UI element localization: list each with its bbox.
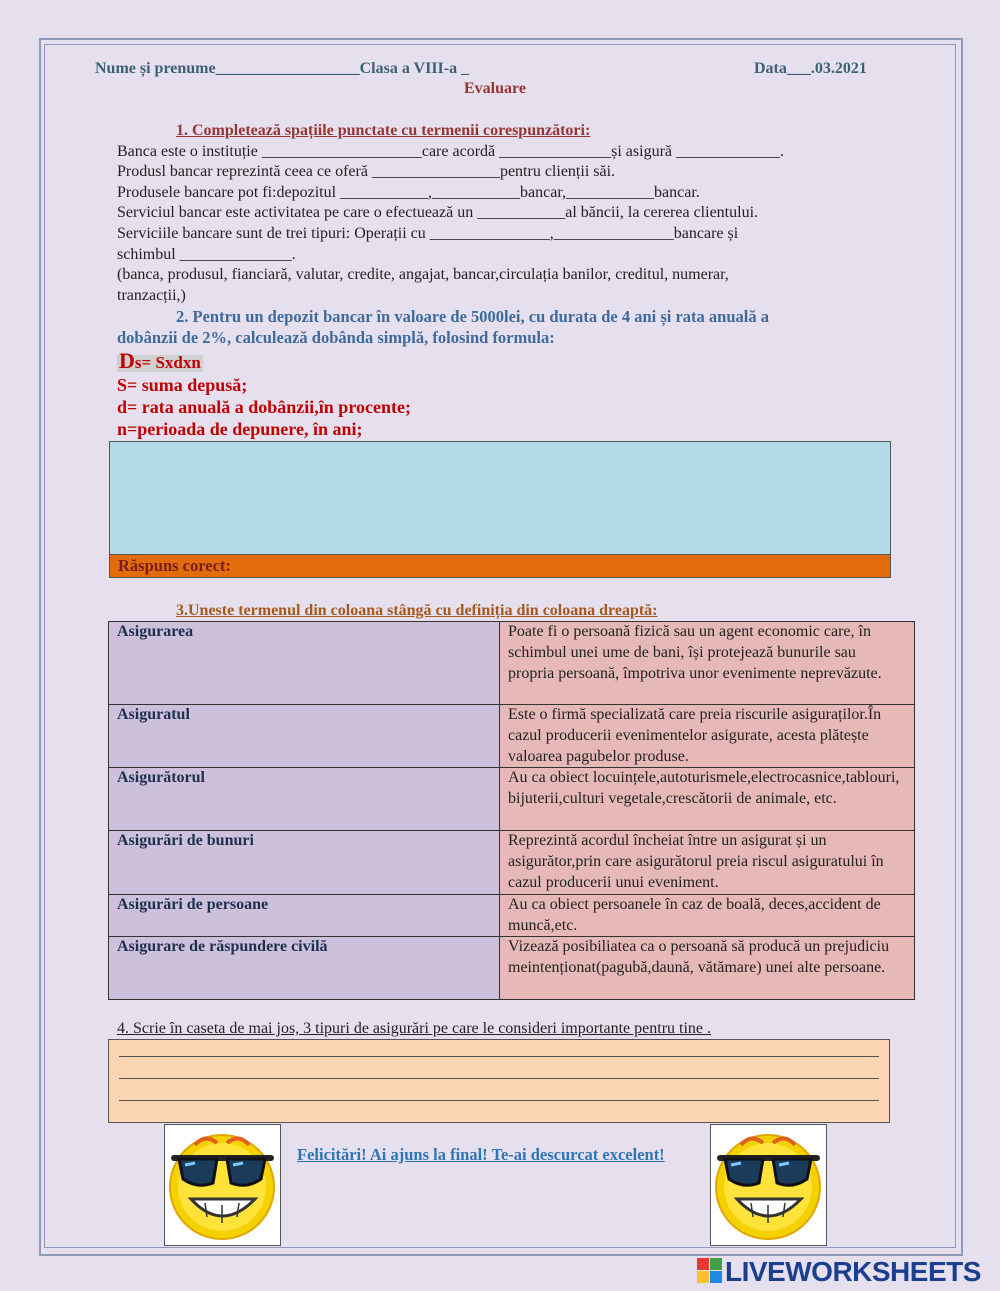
fill-line-1: Banca este o instituție ____________________care acordă ______________și asigură _____________.	[117, 143, 784, 160]
formula-main: D	[119, 348, 135, 373]
table-row	[109, 937, 915, 1000]
fill-line-3: Produsele bancare pot fi:depozitul ___________,___________bancar,___________bancar.	[117, 184, 700, 201]
legend-n: n=perioada de depunere, în ani;	[117, 419, 363, 439]
congratulations-message: Felicitări! Ai ajuns la final! Te-ai descurcat excelent!	[297, 1145, 665, 1164]
term-cell[interactable]: Asigurare de răspundere civilă	[109, 937, 500, 1000]
section3-heading: 3.Uneste termenul din coloana stângă cu definiția din coloana dreaptă:	[176, 602, 658, 619]
matching-table	[108, 621, 915, 1000]
term-cell[interactable]: Asiguratul	[109, 705, 500, 768]
fill-line-6: schimbul ______________.	[117, 246, 296, 263]
date-label: Data___.03.2021	[754, 60, 867, 77]
table-row	[109, 831, 915, 894]
section1-heading: 1. Completează spațiile punctate cu termenii corespunzători:	[176, 122, 591, 139]
smiley-left-frame	[164, 1124, 281, 1246]
fill-line-4: Serviciul bancar este activitatea pe care o efectuează un ___________al băncii, la cererea clientului.	[117, 204, 759, 221]
writing-line	[119, 1100, 879, 1101]
definition-cell[interactable]: Poate fi o persoană fizică sau un agent economic care, în schimbul unei ume de bani, își protejează bunurile sau propria persoană, împotriva unor evenimente neprevăzute.	[500, 622, 915, 705]
correct-answer-bar	[109, 554, 891, 578]
definition-cell[interactable]: Au ca obiect persoanele în caz de boală, deces,accident de muncă,etc.	[500, 894, 915, 937]
table-row	[109, 768, 915, 831]
table-row	[109, 705, 915, 768]
term-cell[interactable]: Asigurări de persoane	[109, 894, 500, 937]
word-bank-line-2: tranzacții,)	[117, 287, 186, 304]
table-row	[109, 622, 915, 705]
name-class-label: Nume și prenume__________________Clasa a VIII-a _	[95, 60, 470, 77]
correct-answer-label: Răspuns corect:	[118, 556, 231, 575]
word-bank-line-1: (banca, produsul, fianciară, valutar, credite, angajat, bancar,circulația banilor, creditul, numerar,	[117, 266, 729, 283]
definition-cell[interactable]: Vizează posibiliatea ca o persoană să producă un prejudiciu meintenționat(pagubă,daună, vătămare) unei alte persoane.	[500, 937, 915, 1000]
logo-text: LIVEWORKSHEETS	[725, 1256, 981, 1287]
section4-heading: 4. Scrie în caseta de mai jos, 3 tipuri de asigurări pe care le consideri importante pentru tine .	[117, 1020, 712, 1037]
term-cell[interactable]: Asigurări de bunuri	[109, 831, 500, 894]
table-row	[109, 894, 915, 937]
live-badge-icon	[697, 1258, 723, 1286]
fill-line-2: Produsl bancar reprezintă ceea ce oferă ________________pentru clienții săi.	[117, 163, 616, 180]
calculation-answer-box[interactable]	[109, 441, 891, 555]
legend-s: S= suma depusă;	[117, 375, 248, 395]
smiley-sunglasses-icon	[165, 1125, 280, 1245]
smiley-sunglasses-icon	[711, 1125, 826, 1245]
term-cell[interactable]: Asigurătorul	[109, 768, 500, 831]
smiley-right-frame	[710, 1124, 827, 1246]
writing-line	[119, 1078, 879, 1079]
fill-line-5: Serviciile bancare sunt de trei tipuri: Operații cu _______________,_______________bancare și	[117, 225, 739, 242]
section2-heading-line1: 2. Pentru un depozit bancar în valoare de 5000lei, cu durata de 4 ani și rata anuală a	[176, 307, 769, 326]
page-title: Evaluare	[464, 80, 526, 97]
definition-cell[interactable]: Este o firmă specializată care preia riscurile asiguraților.În cazul producerii evenimentelor asigurate, acesta plătește valoarea pagubelor produse.	[500, 705, 915, 768]
definition-cell[interactable]: Reprezintă acordul încheiat între un asigurat și un asigurător,prin care asigurătorul preia riscul asiguratului în cazul producerii unui eveniment.	[500, 831, 915, 894]
insurance-types-input-box[interactable]	[108, 1039, 890, 1123]
section2-heading-line2: dobânzii de 2%, calculează dobânda simplă, folosind formula:	[117, 328, 555, 347]
writing-line	[119, 1056, 879, 1057]
formula	[117, 348, 203, 374]
definition-cell[interactable]: Au ca obiect locuințele,autoturismele,electrocasnice,tablouri, bijuterii,culturi vegetale,crescătorii de animale, etc.	[500, 768, 915, 831]
term-cell[interactable]: Asigurarea	[109, 622, 500, 705]
legend-d: d= rata anuală a dobânzii,în procente;	[117, 397, 411, 417]
formula-rest: s= Sxdxn	[134, 353, 201, 372]
